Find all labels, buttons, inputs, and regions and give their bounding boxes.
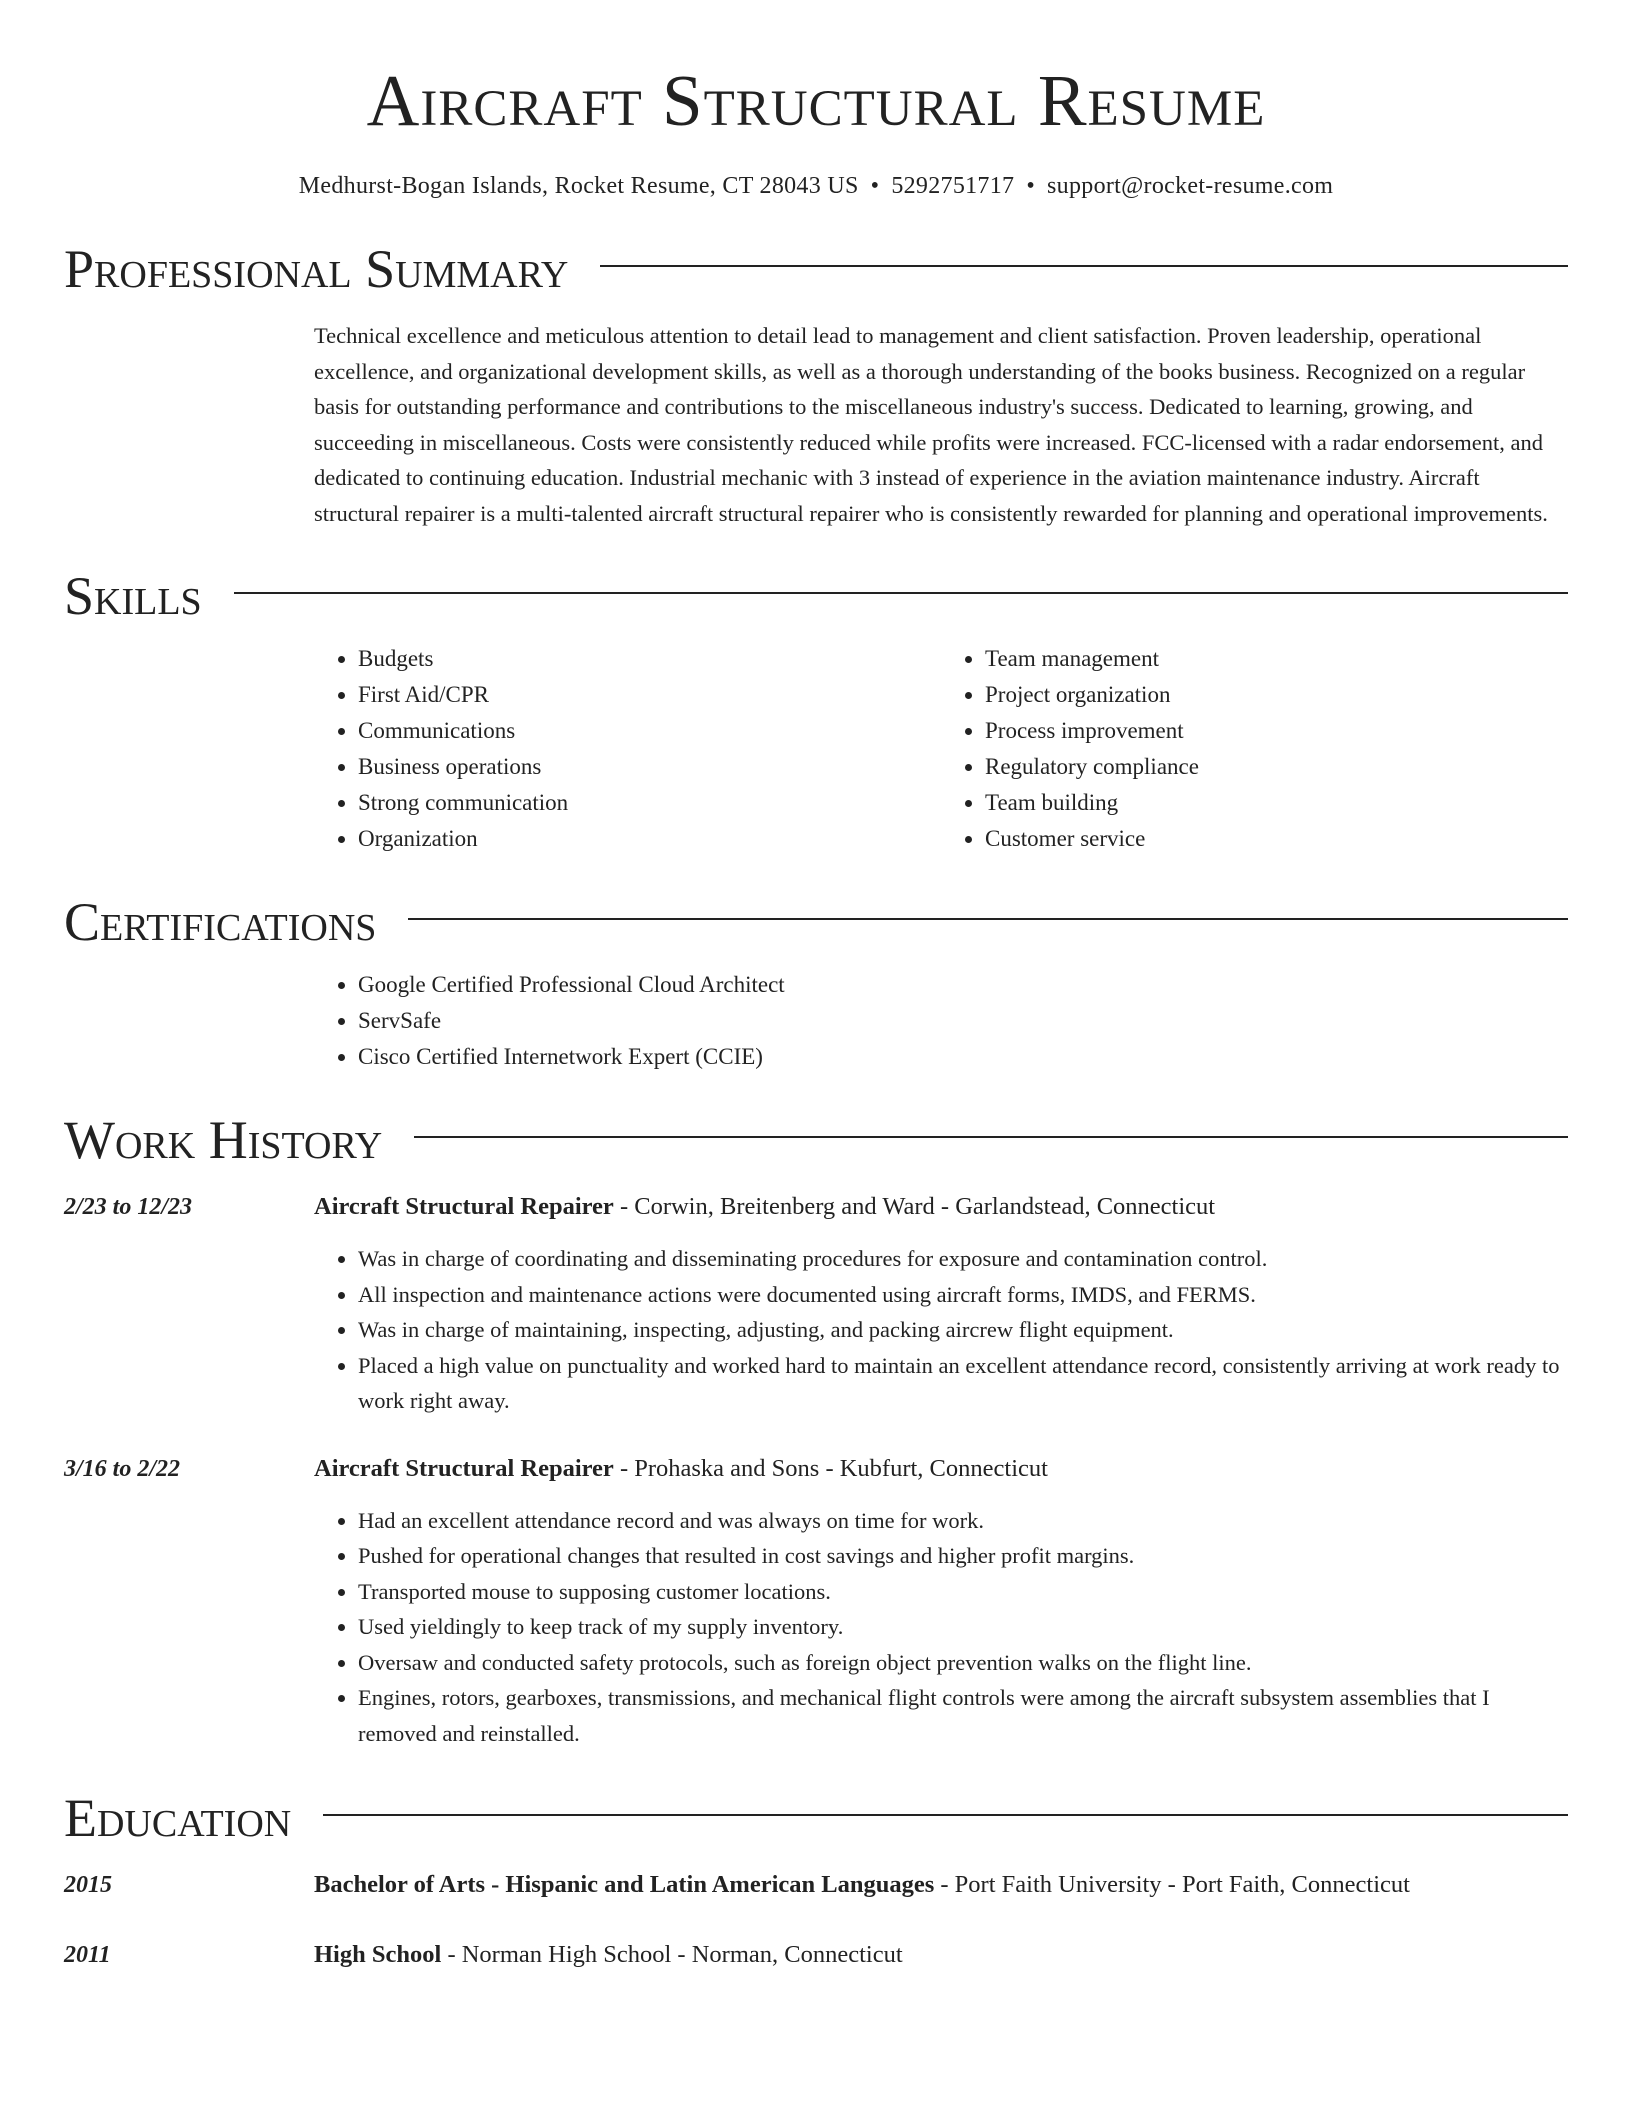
summary-section-header — [64, 239, 1568, 299]
education-section-header — [64, 1788, 1568, 1848]
job-entry — [64, 1451, 1568, 1752]
skill-item: • Team management — [985, 641, 1568, 677]
section-divider — [234, 592, 1568, 594]
skill-item: • Communications — [358, 713, 941, 749]
education-entry — [64, 1937, 1568, 1973]
certifications-section-header — [64, 892, 1568, 952]
job-duty: • Engines, rotors, gearboxes, transmissions, and mechanical flight controls were among the aircraft subsystem assemblies that I removed and reinstalled. — [358, 1680, 1568, 1751]
job-title-line — [314, 1189, 1215, 1225]
skill-item: • Regulatory compliance — [985, 749, 1568, 785]
job-title-line — [314, 1451, 1048, 1487]
job-header — [64, 1451, 1568, 1487]
education-school: - Port Faith University - Port Faith, Connecticut — [934, 1871, 1410, 1898]
skill-item: • Budgets — [358, 641, 941, 677]
job-duty: • Was in charge of coordinating and disseminating procedures for exposure and contamination control. — [358, 1241, 1568, 1277]
education-title-line — [314, 1867, 1410, 1903]
job-title: Aircraft Structural Repairer — [314, 1193, 614, 1220]
job-duties — [314, 1503, 1568, 1752]
contact-phone: 5292751717 — [891, 173, 1015, 199]
job-duty: • Used yieldingly to keep track of my supply inventory. — [358, 1609, 1568, 1645]
work-history-section-header — [64, 1110, 1568, 1170]
section-divider — [408, 918, 1568, 920]
work-history-heading: Work History — [64, 1110, 383, 1170]
contact-separator: • — [870, 173, 880, 199]
skills-column-right — [941, 641, 1568, 857]
skill-item: • Business operations — [358, 749, 941, 785]
education-year: 2015 — [64, 1872, 112, 1898]
education-title-line — [314, 1937, 903, 1973]
contact-line — [64, 173, 1568, 200]
education-entry — [64, 1867, 1568, 1903]
section-divider — [323, 1814, 1568, 1816]
resume-title: Aircraft Structural Resume — [366, 60, 1266, 141]
skills-section-header — [64, 566, 1568, 626]
job-title: Aircraft Structural Repairer — [314, 1454, 614, 1482]
job-employer: - Prohaska and Sons - Kubfurt, Connecticut — [613, 1454, 1048, 1482]
job-dates: 2/23 to 12/23 — [64, 1194, 193, 1220]
education-year: 2011 — [64, 1942, 111, 1968]
contact-address: Medhurst-Bogan Islands, Rocket Resume, CT 28043 US — [298, 173, 859, 199]
summary-heading: Professional Summary — [64, 239, 569, 299]
contact-email: support@rocket-resume.com — [1047, 173, 1334, 199]
skills-list — [314, 641, 1568, 857]
education-degree: Bachelor of Arts - Hispanic and Latin American Languages — [314, 1871, 935, 1898]
certifications-heading: Certifications — [64, 892, 377, 952]
skill-item: • Strong communication — [358, 785, 941, 821]
job-employer: - Corwin, Breitenberg and Ward - Garlandstead, Connecticut — [613, 1193, 1216, 1220]
job-duty: • Placed a high value on punctuality and worked hard to maintain an excellent attendance record, consistently arriving at work ready to work right away. — [358, 1348, 1568, 1419]
job-entry — [64, 1189, 1568, 1419]
job-duty: • All inspection and maintenance actions were documented using aircraft forms, IMDS, and FERMS. — [358, 1277, 1568, 1313]
section-divider — [600, 265, 1568, 267]
skills-heading: Skills — [64, 566, 202, 626]
education-degree: High School — [314, 1941, 442, 1968]
certification-item: • Cisco Certified Internetwork Expert (CCIE) — [358, 1039, 1568, 1075]
skill-item: • Process improvement — [985, 713, 1568, 749]
job-duty: • Had an excellent attendance record and was always on time for work. — [358, 1503, 1568, 1539]
section-divider — [414, 1136, 1568, 1138]
certification-item: • ServSafe — [358, 1003, 1568, 1039]
contact-separator: • — [1026, 173, 1036, 199]
summary-text: Technical excellence and meticulous attention to detail lead to management and client satisfaction. Proven leadership, operational excellence, and organizational development skills, as well as a thorough understanding of the books business. Recognized on a regular basis for outstanding performance and contributions to the miscellaneous industry's success. Dedicated to learning, growing, and succeeding in miscellaneous. Costs were consistently reduced while profits were increased. FCC-licensed with a radar endorsement, and dedicated to continuing education. Industrial mechanic with 3 instead of experience in the aviation maintenance industry. Aircraft structural repairer is a multi-talented aircraft structural repairer who is consistently rewarded for planning and operational improvements. — [314, 323, 1548, 526]
skill-item: • First Aid/CPR — [358, 677, 941, 713]
education-school: - Norman High School - Norman, Connecticut — [441, 1941, 903, 1968]
job-dates: 3/16 to 2/22 — [64, 1455, 181, 1482]
certification-item: • Google Certified Professional Cloud Architect — [358, 967, 1568, 1003]
skills-column-left — [314, 641, 941, 857]
skill-item: • Project organization — [985, 677, 1568, 713]
skill-item: • Organization — [358, 821, 941, 857]
job-duty: • Oversaw and conducted safety protocols, such as foreign object prevention walks on the flight line. — [358, 1645, 1568, 1681]
certifications-list — [314, 967, 1568, 1075]
job-header — [64, 1189, 1568, 1225]
skill-item: • Customer service — [985, 821, 1568, 857]
skill-item: • Team building — [985, 785, 1568, 821]
job-duties — [314, 1241, 1568, 1419]
education-heading: Education — [64, 1788, 292, 1848]
job-duty: • Pushed for operational changes that resulted in cost savings and higher profit margins. — [358, 1538, 1568, 1574]
job-duty: • Was in charge of maintaining, inspecting, adjusting, and packing aircrew flight equipment. — [358, 1312, 1568, 1348]
job-duty: • Transported mouse to supposing customer locations. — [358, 1574, 1568, 1610]
